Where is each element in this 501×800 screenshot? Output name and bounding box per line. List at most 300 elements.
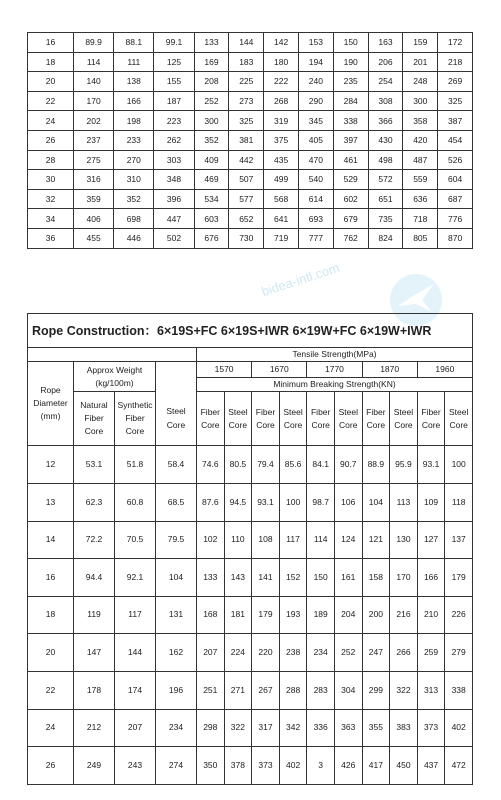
table-cell: 249 — [74, 747, 115, 785]
table-cell: 283 — [307, 671, 335, 709]
table-cell: 322 — [224, 709, 252, 747]
table-cell: 172 — [438, 33, 473, 53]
table-cell: 248 — [403, 72, 438, 92]
table-cell: 268 — [264, 91, 299, 111]
table-cell: 153 — [299, 33, 334, 53]
table-cell: 247 — [362, 634, 390, 672]
table-cell: 577 — [229, 189, 264, 209]
table-cell: 406 — [74, 209, 114, 229]
table-cell: 201 — [403, 52, 438, 72]
table-cell: 442 — [229, 150, 264, 170]
table-cell: 104 — [362, 483, 390, 521]
table-cell: 568 — [264, 189, 299, 209]
table-cell: 254 — [368, 72, 403, 92]
table-cell: 300 — [194, 111, 229, 131]
table-cell: 676 — [194, 228, 229, 248]
table-cell: 24 — [28, 111, 74, 131]
table-cell: 174 — [115, 671, 156, 709]
table-cell: 251 — [197, 671, 225, 709]
table-cell: 338 — [445, 671, 473, 709]
table-cell: 198 — [114, 111, 154, 131]
steel-core-header: Steel Core — [156, 392, 197, 446]
table-cell: 345 — [299, 111, 334, 131]
table-cell: 28 — [28, 150, 74, 170]
table-cell: 79.4 — [252, 446, 280, 484]
table-cell: 60.8 — [115, 483, 156, 521]
table-cell: 144 — [229, 33, 264, 53]
table-cell: 336 — [307, 709, 335, 747]
table-cell: 373 — [417, 709, 445, 747]
table-cell: 58.4 — [156, 446, 197, 484]
table-cell: 189 — [307, 596, 335, 634]
table-cell: 269 — [438, 72, 473, 92]
table-cell: 161 — [334, 559, 362, 597]
table-cell: 187 — [154, 91, 194, 111]
table-cell: 540 — [299, 170, 334, 190]
table-cell: 106 — [334, 483, 362, 521]
grade-1770: 1770 — [307, 362, 362, 378]
table-cell: 92.1 — [115, 559, 156, 597]
table-cell: 16 — [28, 559, 74, 597]
table-cell: 194 — [299, 52, 334, 72]
table-cell: 109 — [417, 483, 445, 521]
table-cell: 163 — [368, 33, 403, 53]
table-cell: 252 — [334, 634, 362, 672]
table-cell: 93.1 — [252, 483, 280, 521]
table-cell: 319 — [264, 111, 299, 131]
table-row — [28, 483, 473, 521]
table-cell: 397 — [333, 130, 368, 150]
table-row — [28, 596, 473, 634]
table-cell: 454 — [438, 130, 473, 150]
table-cell: 777 — [299, 228, 334, 248]
table-cell: 279 — [445, 634, 473, 672]
table-row — [28, 209, 473, 229]
table-cell: 366 — [368, 111, 403, 131]
table-cell: 113 — [390, 483, 418, 521]
table-row — [28, 52, 473, 72]
table-cell: 502 — [154, 228, 194, 248]
table-cell: 84.1 — [307, 446, 335, 484]
table-cell: 805 — [403, 228, 438, 248]
steel-core-header: Steel Core — [445, 392, 473, 446]
table-cell: 117 — [115, 596, 156, 634]
table-row — [28, 189, 473, 209]
table-cell: 651 — [368, 189, 403, 209]
table-cell: 470 — [299, 150, 334, 170]
table-cell: 193 — [279, 596, 307, 634]
table-cell: 735 — [368, 209, 403, 229]
table-cell: 26 — [28, 130, 74, 150]
table-cell: 719 — [264, 228, 299, 248]
table-row — [28, 671, 473, 709]
table-cell: 131 — [156, 596, 197, 634]
table-cell: 224 — [224, 634, 252, 672]
table-cell: 90.7 — [334, 446, 362, 484]
table-row — [28, 130, 473, 150]
top-strength-table — [27, 32, 473, 249]
table-cell: 534 — [194, 189, 229, 209]
table-cell: 18 — [28, 596, 74, 634]
table-cell: 450 — [390, 747, 418, 785]
grade-1570: 1570 — [197, 362, 252, 378]
watermark-text: bidea-intl.com — [259, 259, 342, 300]
table-cell: 641 — [264, 209, 299, 229]
table-row — [28, 709, 473, 747]
rope-diameter-header: Rope Diameter (mm) — [28, 362, 74, 446]
table-cell: 352 — [114, 189, 154, 209]
table-cell: 14 — [28, 521, 74, 559]
table-cell: 142 — [264, 33, 299, 53]
table-cell: 170 — [390, 559, 418, 597]
tensile-strength-header: Tensile Strength(MPa) — [197, 348, 473, 362]
table-cell: 687 — [438, 189, 473, 209]
table-cell: 162 — [156, 634, 197, 672]
table-cell: 12 — [28, 446, 74, 484]
table-cell: 222 — [264, 72, 299, 92]
table-cell: 117 — [279, 521, 307, 559]
table-cell: 20 — [28, 72, 74, 92]
table-cell: 166 — [417, 559, 445, 597]
table-cell: 636 — [403, 189, 438, 209]
table-cell: 498 — [368, 150, 403, 170]
table-cell: 210 — [417, 596, 445, 634]
table-cell: 259 — [417, 634, 445, 672]
table-cell: 196 — [156, 671, 197, 709]
table-cell: 526 — [438, 150, 473, 170]
table-cell: 208 — [194, 72, 229, 92]
table-cell: 143 — [224, 559, 252, 597]
table-cell: 274 — [156, 747, 197, 785]
table-cell: 68.5 — [156, 483, 197, 521]
table-cell: 310 — [114, 170, 154, 190]
table-cell: 170 — [74, 91, 114, 111]
table-cell: 604 — [438, 170, 473, 190]
table-cell: 207 — [197, 634, 225, 672]
table-cell: 313 — [417, 671, 445, 709]
table-cell: 730 — [229, 228, 264, 248]
table-cell: 447 — [154, 209, 194, 229]
table-cell: 298 — [197, 709, 225, 747]
natural-fiber-core-header: Natural Fiber Core — [74, 392, 115, 446]
table-cell: 74.6 — [197, 446, 225, 484]
table-cell: 200 — [362, 596, 390, 634]
table-cell: 53.1 — [74, 446, 115, 484]
table-cell: 3 — [307, 747, 335, 785]
synthetic-fiber-core-header: Synthetic Fiber Core — [115, 392, 156, 446]
table-row — [28, 111, 473, 131]
table-row — [28, 33, 473, 53]
table-cell: 718 — [403, 209, 438, 229]
table-cell: 238 — [279, 634, 307, 672]
table-cell: 114 — [307, 521, 335, 559]
table-cell: 179 — [252, 596, 280, 634]
table-cell: 243 — [115, 747, 156, 785]
steel-core-header: Steel Core — [390, 392, 418, 446]
table-cell: 226 — [445, 596, 473, 634]
fiber-core-header: Fiber Core — [252, 392, 280, 446]
table-cell: 95.9 — [390, 446, 418, 484]
table-cell: 499 — [264, 170, 299, 190]
table-cell: 325 — [229, 111, 264, 131]
table-cell: 36 — [28, 228, 74, 248]
table-cell: 698 — [114, 209, 154, 229]
table-cell: 603 — [194, 209, 229, 229]
table-cell: 316 — [74, 170, 114, 190]
table-cell: 355 — [362, 709, 390, 747]
fiber-core-header: Fiber Core — [362, 392, 390, 446]
table-cell: 679 — [333, 209, 368, 229]
table-cell: 262 — [154, 130, 194, 150]
table-cell: 183 — [229, 52, 264, 72]
table-cell: 378 — [224, 747, 252, 785]
table-cell: 267 — [252, 671, 280, 709]
table-cell: 108 — [252, 521, 280, 559]
table-cell: 181 — [224, 596, 252, 634]
table-cell: 125 — [154, 52, 194, 72]
table-cell: 446 — [114, 228, 154, 248]
table-cell: 430 — [368, 130, 403, 150]
table-cell: 288 — [279, 671, 307, 709]
table-cell: 342 — [279, 709, 307, 747]
table-row — [28, 170, 473, 190]
table-cell: 190 — [333, 52, 368, 72]
table-row — [28, 559, 473, 597]
table-cell: 304 — [334, 671, 362, 709]
table-row — [28, 634, 473, 672]
table-cell: 204 — [334, 596, 362, 634]
table-cell: 216 — [390, 596, 418, 634]
table-cell: 693 — [299, 209, 334, 229]
table-cell: 614 — [299, 189, 334, 209]
table-row — [28, 521, 473, 559]
table-cell: 207 — [115, 709, 156, 747]
table-cell: 405 — [299, 130, 334, 150]
table-cell: 152 — [279, 559, 307, 597]
table-cell: 299 — [362, 671, 390, 709]
table-cell: 870 — [438, 228, 473, 248]
table-cell: 104 — [156, 559, 197, 597]
table-cell: 358 — [403, 111, 438, 131]
table-cell: 373 — [252, 747, 280, 785]
table-cell: 290 — [299, 91, 334, 111]
table-cell: 300 — [403, 91, 438, 111]
table-cell: 13 — [28, 483, 74, 521]
table-cell: 455 — [74, 228, 114, 248]
steel-core-header: Steel Core — [334, 392, 362, 446]
table-cell: 220 — [252, 634, 280, 672]
table-cell: 119 — [74, 596, 115, 634]
table-cell: 284 — [333, 91, 368, 111]
table-cell: 383 — [390, 709, 418, 747]
table-cell: 179 — [445, 559, 473, 597]
table-cell: 100 — [445, 446, 473, 484]
table-cell: 409 — [194, 150, 229, 170]
table-cell: 89.9 — [74, 33, 114, 53]
steel-core-header: Steel Core — [224, 392, 252, 446]
table-cell: 252 — [194, 91, 229, 111]
table-cell: 325 — [438, 91, 473, 111]
table-cell: 572 — [368, 170, 403, 190]
table-cell: 87.6 — [197, 483, 225, 521]
min-breaking-strength-header: Minimum Breaking Strength(KN) — [197, 378, 473, 392]
table-cell: 225 — [229, 72, 264, 92]
grade-1870: 1870 — [362, 362, 417, 378]
table-cell: 271 — [224, 671, 252, 709]
table-cell: 350 — [197, 747, 225, 785]
table-cell: 303 — [154, 150, 194, 170]
table-cell: 169 — [194, 52, 229, 72]
table-cell: 94.5 — [224, 483, 252, 521]
table-cell: 178 — [74, 671, 115, 709]
table-cell: 34 — [28, 209, 74, 229]
table-cell: 85.6 — [279, 446, 307, 484]
table-cell: 776 — [438, 209, 473, 229]
table-cell: 16 — [28, 33, 74, 53]
table-cell: 270 — [114, 150, 154, 170]
table-cell: 507 — [229, 170, 264, 190]
table-cell: 387 — [438, 111, 473, 131]
table-cell: 202 — [74, 111, 114, 131]
table-cell: 437 — [417, 747, 445, 785]
table-cell: 144 — [115, 634, 156, 672]
table-row — [28, 72, 473, 92]
table-cell: 150 — [333, 33, 368, 53]
table-cell: 322 — [390, 671, 418, 709]
table-cell: 110 — [224, 521, 252, 559]
table-cell: 223 — [154, 111, 194, 131]
steel-core-header: Steel Core — [279, 392, 307, 446]
table-cell: 352 — [194, 130, 229, 150]
table-cell: 111 — [114, 52, 154, 72]
rope-construction-table — [27, 347, 473, 785]
table-cell: 127 — [417, 521, 445, 559]
table-cell: 402 — [445, 709, 473, 747]
table-cell: 266 — [390, 634, 418, 672]
table-title: Rope Construction：6×19S+FC 6×19S+IWR 6×19W+FC 6×19W+IWR — [27, 313, 473, 347]
table-cell: 133 — [194, 33, 229, 53]
table-cell: 461 — [333, 150, 368, 170]
table-cell: 158 — [362, 559, 390, 597]
fiber-core-header: Fiber Core — [417, 392, 445, 446]
table-cell: 140 — [74, 72, 114, 92]
table-row — [28, 150, 473, 170]
table-row — [28, 91, 473, 111]
table-cell: 359 — [74, 189, 114, 209]
table-cell: 80.5 — [224, 446, 252, 484]
fiber-core-header: Fiber Core — [307, 392, 335, 446]
table-cell: 98.7 — [307, 483, 335, 521]
table-cell: 159 — [403, 33, 438, 53]
table-cell: 240 — [299, 72, 334, 92]
table-cell: 137 — [445, 521, 473, 559]
grade-1960: 1960 — [417, 362, 472, 378]
table-cell: 147 — [74, 634, 115, 672]
table-cell: 762 — [333, 228, 368, 248]
table-cell: 32 — [28, 189, 74, 209]
table-cell: 235 — [333, 72, 368, 92]
table-cell: 602 — [333, 189, 368, 209]
table-cell: 93.1 — [417, 446, 445, 484]
table-cell: 99.1 — [154, 33, 194, 53]
table-cell: 652 — [229, 209, 264, 229]
table-cell: 20 — [28, 634, 74, 672]
table-cell: 88.9 — [362, 446, 390, 484]
approx-weight-header: Approx Weight (kg/100m) — [74, 362, 156, 392]
table-cell: 155 — [154, 72, 194, 92]
table-cell: 308 — [368, 91, 403, 111]
table-cell: 62.3 — [74, 483, 115, 521]
table-cell: 348 — [154, 170, 194, 190]
table-cell: 559 — [403, 170, 438, 190]
table-cell: 100 — [279, 483, 307, 521]
table-cell: 237 — [74, 130, 114, 150]
table-cell: 18 — [28, 52, 74, 72]
table-cell: 420 — [403, 130, 438, 150]
table-cell: 234 — [307, 634, 335, 672]
table-cell: 118 — [445, 483, 473, 521]
table-cell: 133 — [197, 559, 225, 597]
table-cell: 381 — [229, 130, 264, 150]
table-cell: 88.1 — [114, 33, 154, 53]
table-cell: 402 — [279, 747, 307, 785]
table-cell: 26 — [28, 747, 74, 785]
table-cell: 30 — [28, 170, 74, 190]
table-cell: 396 — [154, 189, 194, 209]
table-cell: 180 — [264, 52, 299, 72]
table-row — [28, 228, 473, 248]
table-cell: 529 — [333, 170, 368, 190]
table-cell: 487 — [403, 150, 438, 170]
table-cell: 94.4 — [74, 559, 115, 597]
table-cell: 168 — [197, 596, 225, 634]
table-cell: 317 — [252, 709, 280, 747]
table-cell: 212 — [74, 709, 115, 747]
table-cell: 206 — [368, 52, 403, 72]
table-cell: 166 — [114, 91, 154, 111]
table-cell: 70.5 — [115, 521, 156, 559]
table-cell: 138 — [114, 72, 154, 92]
table-cell: 51.8 — [115, 446, 156, 484]
table-cell: 363 — [334, 709, 362, 747]
table-cell: 22 — [28, 671, 74, 709]
table-cell: 233 — [114, 130, 154, 150]
table-cell: 275 — [74, 150, 114, 170]
table-cell: 435 — [264, 150, 299, 170]
table-row — [28, 747, 473, 785]
table-cell: 114 — [74, 52, 114, 72]
table-cell: 234 — [156, 709, 197, 747]
table-cell: 72.2 — [74, 521, 115, 559]
table-row — [28, 446, 473, 484]
table-cell: 417 — [362, 747, 390, 785]
table-cell: 24 — [28, 709, 74, 747]
grade-1670: 1670 — [252, 362, 307, 378]
table-cell: 273 — [229, 91, 264, 111]
table-cell: 121 — [362, 521, 390, 559]
table-cell: 130 — [390, 521, 418, 559]
table-cell: 469 — [194, 170, 229, 190]
table-cell: 141 — [252, 559, 280, 597]
table-cell: 338 — [333, 111, 368, 131]
table-cell: 102 — [197, 521, 225, 559]
table-cell: 824 — [368, 228, 403, 248]
table-cell: 22 — [28, 91, 74, 111]
fiber-core-header: Fiber Core — [197, 392, 225, 446]
table-cell: 150 — [307, 559, 335, 597]
table-cell: 426 — [334, 747, 362, 785]
table-cell: 218 — [438, 52, 473, 72]
